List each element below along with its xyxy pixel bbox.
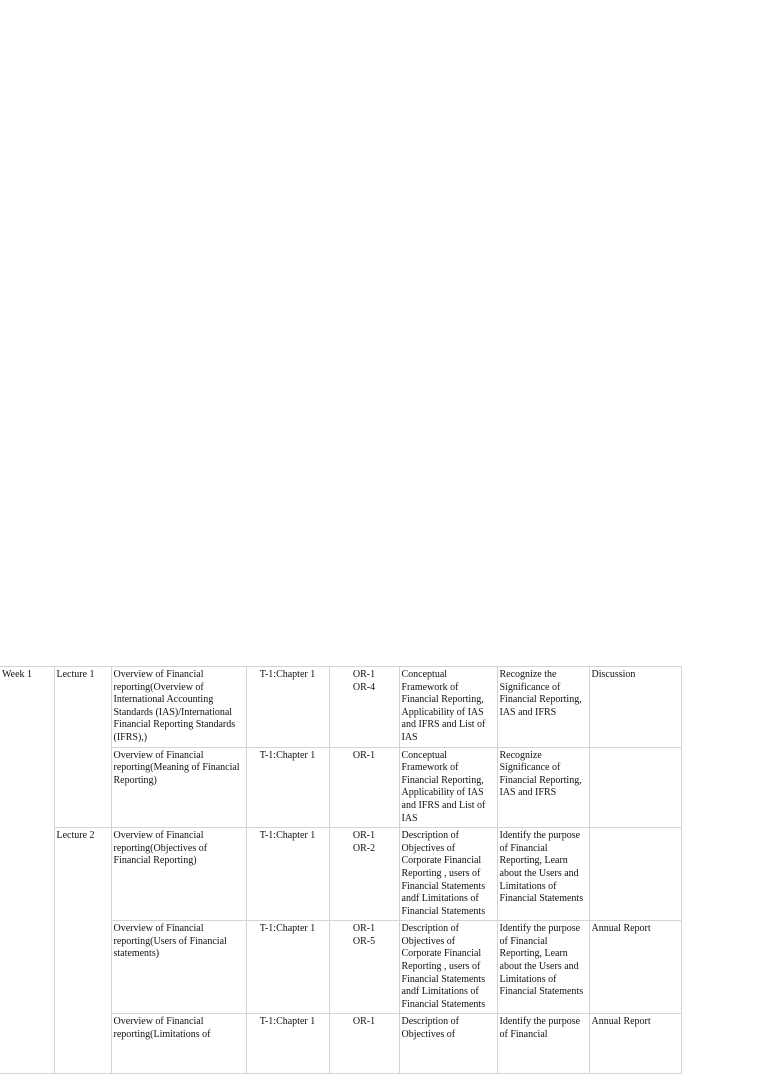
reference-cell [329, 747, 399, 828]
table-row [0, 667, 681, 748]
schedule-document [0, 666, 681, 1074]
chapter-cell: T-1:Chapter 1 [246, 921, 329, 1014]
chapter-cell: T-1:Chapter 1 [246, 667, 329, 748]
lecture-cell [54, 828, 111, 1074]
reference-cell [329, 828, 399, 921]
chapter-cell: T-1:Chapter 1 [246, 1014, 329, 1074]
method-cell [589, 747, 681, 828]
lecture-label: Lecture 2 [56, 830, 95, 842]
learning-outcome-cell: Recognize the Significance of Financial Reporting, IAS and IFRS [497, 667, 589, 748]
method-cell [589, 828, 681, 921]
topic-cell: Overview of Financial reporting(Overview of International Accounting Standards (IAS)/International Financial Reporting Standards (IFRS),) [111, 667, 246, 748]
reference-cell [329, 667, 399, 748]
description-cell: Conceptual Framework of Financial Reporting, Applicability of IAS and IFRS and List of IAS [399, 747, 497, 828]
method-cell: Discussion [589, 667, 681, 748]
reference-item: OR-1 [352, 669, 376, 680]
learning-outcome-cell: Identify the purpose of Financial [497, 1014, 589, 1074]
lecture-schedule-table [0, 666, 682, 1074]
chapter-cell: T-1:Chapter 1 [246, 828, 329, 921]
table-row [0, 828, 681, 921]
method-cell: Annual Report [589, 921, 681, 1014]
reference-cell [329, 1014, 399, 1074]
learning-outcome-cell: Identify the purpose of Financial Reporting, Learn about the Users and Limitations of Financial Statements [497, 828, 589, 921]
topic-cell: Overview of Financial reporting(Meaning of Financial Reporting) [111, 747, 246, 828]
lecture-cell [54, 667, 111, 828]
description-cell: Conceptual Framework of Financial Reporting, Applicability of IAS and IFRS and List of IAS [399, 667, 497, 748]
method-cell: Annual Report [589, 1014, 681, 1074]
description-cell: Description of Objectives of [399, 1014, 497, 1074]
topic-cell: Overview of Financial reporting(Limitations of [111, 1014, 246, 1074]
lecture-label: Lecture 1 [56, 669, 95, 680]
learning-outcome-cell: Recognize Significance of Financial Reporting, IAS and IFRS [497, 747, 589, 828]
reference-item: OR-1 [352, 749, 376, 761]
reference-cell [329, 921, 399, 1014]
topic-cell: Overview of Financial reporting(Users of Financial statements) [111, 921, 246, 1014]
reference-item: OR-2 [352, 842, 376, 854]
description-cell: Description of Objectives of Corporate Financial Reporting , users of Financial Statements andf Limitations of Financial Statements [399, 921, 497, 1014]
description-cell: Description of Objectives of Corporate Financial Reporting , users of Financial Statements andf Limitations of Financial Statements [399, 828, 497, 921]
reference-item: OR-1 [352, 923, 376, 935]
reference-item: OR-5 [352, 935, 376, 947]
reference-item: OR-1 [352, 830, 376, 842]
week-label: Week 1 [2, 669, 33, 680]
reference-item: OR-1 [352, 1016, 376, 1028]
reference-item: OR-4 [352, 681, 376, 693]
learning-outcome-cell: Identify the purpose of Financial Reporting, Learn about the Users and Limitations of Financial Statements [497, 921, 589, 1014]
chapter-cell: T-1:Chapter 1 [246, 747, 329, 828]
week-cell [0, 667, 54, 1074]
topic-cell: Overview of Financial reporting(Objectives of Financial Reporting) [111, 828, 246, 921]
